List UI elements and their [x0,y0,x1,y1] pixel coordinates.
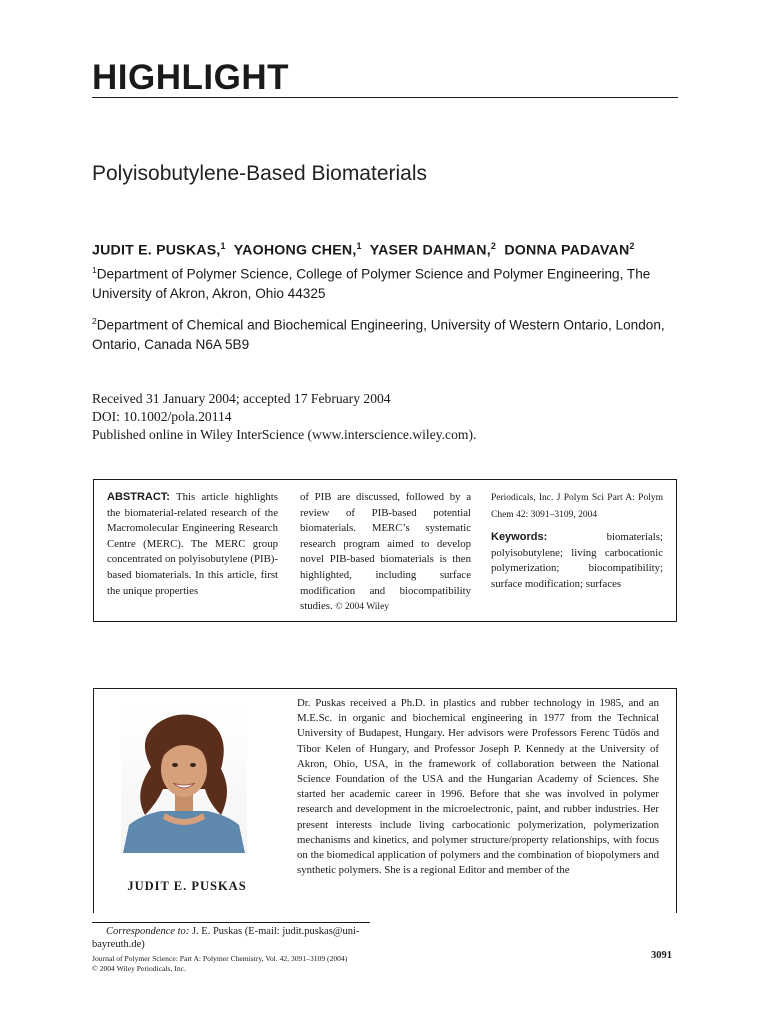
correspondence-note [92,925,374,951]
copyright-notice: © 2004 Wiley Periodicals, Inc. [92,964,186,973]
abstract-column-1 [107,490,278,599]
author-affiliation-mark: 2 [490,241,497,251]
journal-citation: Periodicals, Inc. J Polym Sci Part A: Polym Chem 42: 3091–3109, 2004 [491,493,663,520]
abstract-column-3 [491,490,663,592]
published-online: Published online in Wiley InterScience (www.interscience.wiley.com). [92,427,477,442]
article-title: Polyisobutylene-Based Biomaterials [92,162,428,185]
abstract-label: ABSTRACT: [107,491,170,503]
author-name: YASER DAHMAN, [369,242,491,259]
keywords [491,530,663,592]
footnote-rule [92,922,370,923]
abstract-column-2 [300,490,471,616]
abstract-text: article, first the unique properties [107,568,279,597]
author-name: JUDIT E. PUSKAS, [92,242,221,259]
page-number: 3091 [651,950,672,961]
keywords-label: Keywords: [491,531,548,543]
author-photo [121,707,247,853]
abstract-box [93,479,677,622]
affiliation-1 [92,261,692,303]
correspondence-email[interactable]: J. E. Puskas (E-mail: judit.puskas@uni-bayreuth.de) [92,926,360,950]
abstract-text: This article highlights the biomaterial-related research of the Macromolecular Engineering Research Centre (MERC). The MERC group concentrated on polyisobutylene (PIB)-based biomaterials. In this [107,491,278,581]
journal-reference: Journal of Polymer Science: Part A: Polymer Chemistry, Vol. 42, 3091–3109 (2004) [92,954,348,963]
doi-link[interactable]: DOI: 10.1002/pola.20114 [92,409,232,424]
author-affiliation-mark: 2 [629,241,635,251]
bio-author-name: JUDIT E. PUSKAS [127,879,247,893]
bio-text: Dr. Puskas received a Ph.D. in plastics and rubber technology in 1985, and an M.E.Sc. in organic and biochemical engineering in 1977 from the Technical University of Budapest, Hungary. Her advisors were Professors Ferenc Tüdös and Tibor Kelen of Hungary, and Professor Joseph P. Kennedy at the University of Akron, Ohio, USA, in the framework of collaboration between the National Science Foundation of the USA and the Hungarian Academy of Sciences. She started her academic career in 1996. Before that she was involved in polymer research and development in the microelectronic, paint, and rubber industries. Her present interests include living carbocationic polymerization, polymerization mechanisms and kinetics, and polymer structure/property relationships, with focus on the biomedical application of polymers and the combination of biopolymers and synthetic polymers. She is a regional Editor and member of the [297,697,659,877]
received-date: Received 31 January 2004; accepted 17 February 2004 [92,391,391,406]
author-affiliation-mark: 1 [356,241,362,251]
correspondence-label: Correspondence to: [106,926,190,937]
author-biography-box [93,688,677,913]
author-name: YAOHONG CHEN, [233,242,357,259]
author-affiliation-mark: 1 [220,241,226,251]
abstract-text: of PIB are discussed, followed by a review of PIB-based potential biomaterials. MERC’s systematic research program aimed to develop novel PIB-based biomaterials is then highlighted, including surface modification and biocompatibility studies. [300,491,471,613]
affiliation-2 [92,312,692,354]
affiliation-mark: 1 [92,265,97,275]
affiliation-text: Department of Polymer Science, College of Polymer Science and Polymer Engineering, The University of Akron, Akron, Ohio 44325 [92,266,651,301]
section-heading: HIGHLIGHT [92,58,289,97]
affiliation-text: Department of Chemical and Biochemical Engineering, University of Western Ontario, London, Ontario, Canada N6A 5B9 [92,317,665,352]
author-list [92,241,635,259]
abstract-copyright: © 2004 Wiley [335,602,390,613]
heading-rule [92,97,678,98]
affiliation-mark: 2 [92,316,97,326]
author-name: DONNA PADAVAN [504,242,630,259]
keywords-text: biomaterials; polyisobutylene; living carbocationic polymerization; biocompatibility; surface modification; surfaces [491,531,663,590]
